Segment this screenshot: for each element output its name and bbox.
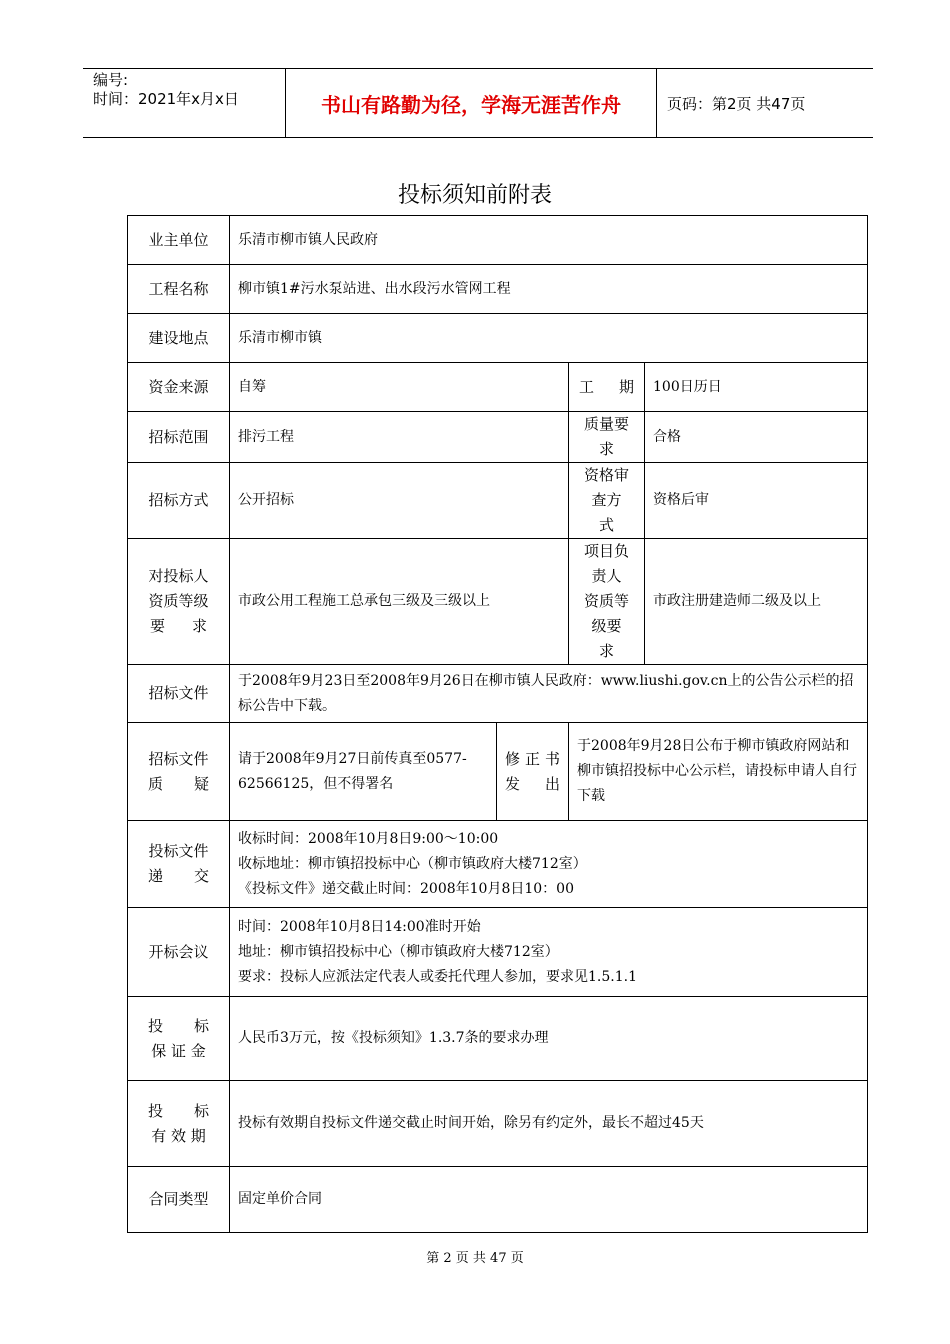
funding-value: 自筹 (230, 363, 569, 412)
bond-label: 投 标 保 证 金 (128, 997, 230, 1081)
location-value: 乐清市柳市镇 (230, 314, 868, 363)
submission-label: 投标文件 递 交 (128, 821, 230, 908)
owner-label: 业主单位 (128, 216, 230, 265)
validity-label: 投 标 有 效 期 (128, 1081, 230, 1167)
page-footer: 第 2 页 共 47 页 (426, 1251, 524, 1266)
qualification-value: 市政公用工程施工总承包三级及三级以上 (230, 539, 569, 665)
duration-value: 100日历日 (645, 363, 868, 412)
scope-label: 招标范围 (128, 412, 230, 463)
header-page-code: 页码：第2页 共47页 (667, 94, 806, 113)
qualification-label: 对投标人 资质等级 要 求 (128, 539, 230, 665)
manager-qualification-value: 市政注册建造师二级及以上 (645, 539, 868, 665)
contract-label: 合同类型 (128, 1167, 230, 1233)
table-row (128, 216, 868, 265)
time-label: 时间：2021年x月x日 (93, 90, 239, 108)
questions-value: 请于2008年9月27日前传真至0577-62566125，但不得署名 (230, 723, 497, 821)
table-row (128, 412, 868, 463)
number-label: 编号: (93, 71, 129, 89)
quality-label: 质量要求 (569, 412, 645, 463)
table-row (128, 908, 868, 997)
table-row (128, 1167, 868, 1233)
table-row (128, 539, 868, 665)
table-row (128, 1081, 868, 1167)
table-row (128, 821, 868, 908)
contract-value: 固定单价合同 (230, 1167, 868, 1233)
opening-value: 时间：2008年10月8日14:00准时开始 地址：柳市镇招投标中心（柳市镇政府大楼712室） 要求：投标人应派法定代表人或委托代理人参加，要求见1.5.1.1 (230, 908, 868, 997)
amendment-value: 于2008年9月28日公布于柳市镇政府网站和柳市镇招投标中心公示栏，请投标申请人自行下载 (569, 723, 868, 821)
method-value: 公开招标 (230, 463, 569, 539)
opening-label: 开标会议 (128, 908, 230, 997)
documents-value: 于2008年9月23日至2008年9月26日在柳市镇人民政府：www.liushi.gov.cn上的公告公示栏的招标公告中下载。 (230, 665, 868, 723)
location-label: 建设地点 (128, 314, 230, 363)
header-meta (93, 71, 283, 135)
manager-qualification-label: 项目负责人 资质等级要 求 (569, 539, 645, 665)
project-value: 柳市镇1#污水泵站进、出水段污水管网工程 (230, 265, 868, 314)
documents-label: 招标文件 (128, 665, 230, 723)
method-label: 招标方式 (128, 463, 230, 539)
table-row (128, 463, 868, 539)
table-row (128, 997, 868, 1081)
owner-value: 乐清市柳市镇人民政府 (230, 216, 868, 265)
bid-notice-table (127, 215, 868, 1233)
quality-value: 合格 (645, 412, 868, 463)
table-row (128, 314, 868, 363)
table-row (128, 665, 868, 723)
scope-value: 排污工程 (230, 412, 569, 463)
prequal-label: 资格审查方 式 (569, 463, 645, 539)
amendment-label: 修 正 书 发 出 (497, 723, 569, 821)
bond-value: 人民币3万元，按《投标须知》1.3.7条的要求办理 (230, 997, 868, 1081)
page-header (83, 68, 873, 138)
questions-label: 招标文件 质 疑 (128, 723, 230, 821)
page-title: 投标须知前附表 (397, 183, 552, 208)
header-motto: 书山有路勤为径，学海无涯苦作舟 (285, 69, 657, 137)
table-row (128, 265, 868, 314)
project-label: 工程名称 (128, 265, 230, 314)
funding-label: 资金来源 (128, 363, 230, 412)
submission-value: 收标时间：2008年10月8日9:00～10:00 收标地址：柳市镇招投标中心（柳市镇政府大楼712室） 《投标文件》递交截止时间：2008年10月8日10：00 (230, 821, 868, 908)
validity-value: 投标有效期自投标文件递交截止时间开始，除另有约定外，最长不超过45天 (230, 1081, 868, 1167)
prequal-value: 资格后审 (645, 463, 868, 539)
table-row (128, 363, 868, 412)
table-row (128, 723, 868, 821)
duration-label: 工 期 (569, 363, 645, 412)
